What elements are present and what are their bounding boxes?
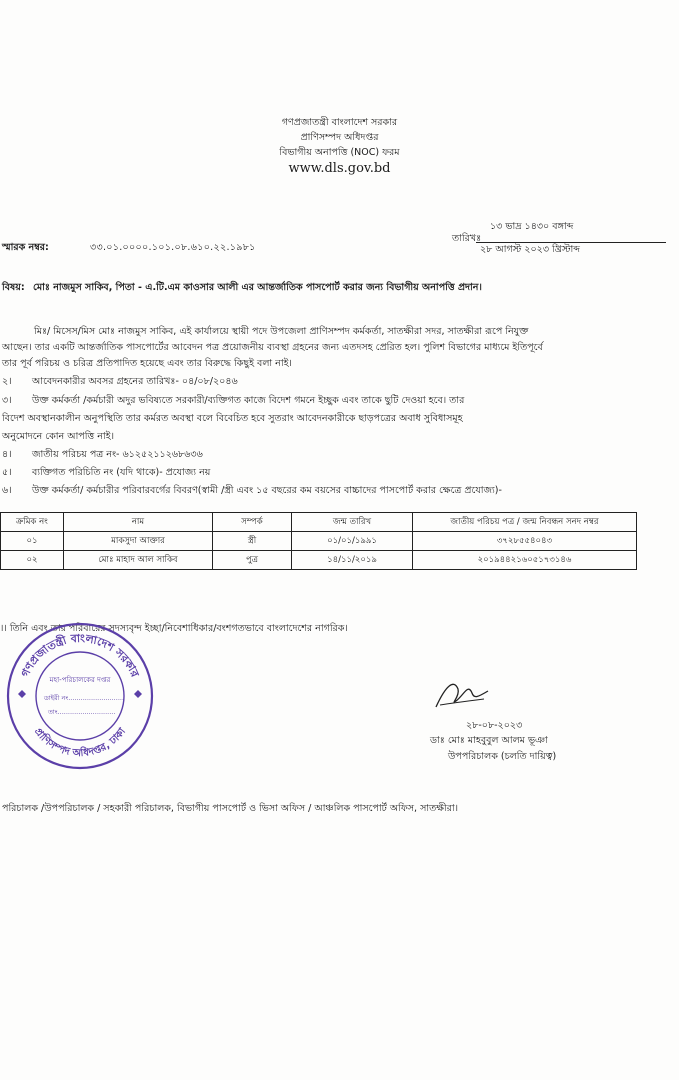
cell-id-number: ২০১৯৪৪২১৬০৫১৭৩১৪৬ [413,551,637,570]
signature-date: ২৮-০৮-২০২৩ [466,720,523,731]
seal-diary-line: ডাইরী নং........................... [44,694,125,702]
item4-nid: জাতীয় পরিচয় পত্র নং- ৬১২৫২১১২৬৮৬৩৬ [32,449,203,460]
header-form-title: বিভাগীয় অনাপত্তি (NOC) ফরম [279,147,400,158]
family-table-header-row [1,513,637,532]
seal-star-left-icon [18,690,26,698]
cell-serial: ০২ [1,551,64,570]
memo-number: ৩৩.০১.০০০০.১০১.০৮.৬১০.২২.১৯৮১ [90,242,256,253]
cell-id-number: ৩৭২৮৫৫৪০৪৩ [413,532,637,551]
item2-retirement: আবেদনকারীর অবসর গ্রহনের তারিখঃ- ০৪/০৮/২০৪৬ [32,376,238,387]
subject-label: বিষয়: [2,282,25,293]
seal-top-text: গণপ্রজাতন্ত্রী বাংলাদেশ সরকার [18,631,142,680]
item3-line3: অনুমোদনে কোন আপত্তি নাই। [2,431,115,442]
para1-line1: মিঃ/ মিসেস/মিস মোঃ নাজমুস সাকিব, এই কার্যালয়ে স্থায়ী পদে উপজেলা প্রাণিসম্পদ কর্মকর্তা, সাতক্ষীরা সদর, সাতক্ষীরা রূপে নিযুক্ত [34,326,529,337]
memo-label: স্মারক নম্বর: [2,242,49,253]
addressee: পরিচালক /উপপরিচালক / সহকারী পরিচালক, বিভাগীয় পাসপোর্ট ও ভিসা অফিস / আঞ্চলিক পাসপোর্ট অফিস, সাতক্ষীরা। [2,803,459,814]
item6-family-intro: উক্ত কর্মকর্তা/ কর্মচারীর পরিবারবর্গের বিবরণ(স্বামী /স্ত্রী এবং ১৫ বছরের কম বয়সের বাচ্চাদের পাসপোর্ট করার ক্ষেত্রে প্রযোজ্য)- [32,485,502,496]
col-id-number: জাতীয় পরিচয় পত্র / জন্ম নিবন্ধন সনদ নম্বর [413,513,637,532]
cell-serial: ০১ [1,532,64,551]
seal-inner-top: মহা-পরিচালকের দপ্তর [49,676,111,684]
para1-line3: তার পূর্ব পরিচয় ও চরিত্র প্রতিপাদিত হয়েছে এবং তার বিরুদ্ধে কিছুই বলা নাই। [2,358,292,369]
col-name: নাম [64,513,213,532]
official-seal [4,620,156,772]
col-serial: ক্রমিক নং [1,513,64,532]
cell-birth-date: ০১/০১/১৯৯১ [292,532,413,551]
cell-relation: স্ত্রী [213,532,292,551]
seal-star-right-icon [134,690,142,698]
citizenship-statement: ।। তিনি এবং তার পরিবারের সদস্যবৃন্দ ইচ্ছা/নিবেশাধিকার/বংশগতভাবে বাংলাদেশের নাগরিক। [0,623,348,634]
signatory-title: উপপরিচালক (চলতি দায়িত্ব) [448,751,557,762]
item5-personal-id: ব্যক্তিগত পরিচিতি নং (যদি থাকে)- প্রযোজ্য নয় [32,467,211,478]
item3-line2: বিদেশ অবস্থানকালীন অনুপস্থিতি তার কর্মরত অবস্থা বলে বিবেচিত হবে সুতরাং আবেদনকারীকে ছাড়পত্রের অবাধ সুবিধাসমূহ [2,413,463,424]
item6-number: ৬। [2,485,12,496]
cell-name: মোঃ মাহাদ আল সাকিব [64,551,213,570]
item3-number: ৩। [2,395,12,406]
cell-name: মাকসুদা আক্তার [64,532,213,551]
date-bangla: ১৩ ভাদ্র ১৪৩০ বঙ্গাব্দ [490,221,574,232]
seal-date-line: তাং............................ [48,708,116,716]
item4-number: ৪। [2,449,12,460]
signatory-name: ডাঃ মোঃ মাহবুবুল আলম ভূঞা [430,735,548,746]
header-department: প্রাণিসম্পদ অধিদপ্তর [300,132,379,143]
signature-scribble [432,675,492,715]
header-website: www.dls.gov.bd [288,161,391,176]
subject-text: মোঃ নাজমুস সাকিব, পিতা - এ.টি.এম কাওসার আলী এর আন্তর্জাতিক পাসপোর্ট করার জন্য বিভাগীয় অনাপত্তি প্রদান। [33,282,482,293]
table-row [1,532,637,551]
header-govt: গণপ্রজাতন্ত্রী বাংলাদেশ সরকার [281,117,398,128]
cell-relation: পুত্র [213,551,292,570]
item2-number: ২। [2,376,12,387]
item5-number: ৫। [2,467,12,478]
family-table [0,512,637,570]
seal-bottom-text: প্রাণিসম্পদ অধিদপ্তর, ঢাকা [31,726,129,760]
item3-line1: উক্ত কর্মকর্তা /কর্মচারী অদুর ভবিষ্যতে সরকারী/ব্যক্তিগত কাজে বিদেশ গমনে ইচ্ছুক এবং তাকে ছুটি দেওয়া হবে। তার [32,395,465,406]
para1-line2: আছেন। তার একটি আন্তর্জাতিক পাসপোর্টের আবেদন পত্র প্রয়োজনীয় ব্যবস্থা গ্রহনের জন্য এতদসহ প্রেরিত হল। পুলিশ বিভাগের মাধ্যমে ইতিপূর্বে [2,342,543,353]
date-english: ২৮ আগস্ট ২০২৩ খ্রিস্টাব্দ [480,244,580,255]
date-label: তারিখঃ [452,233,482,244]
col-birth-date: জন্ম তারিখ [292,513,413,532]
col-relation: সম্পর্ক [213,513,292,532]
table-row [1,551,637,570]
cell-birth-date: ১৪/১১/২০১৯ [292,551,413,570]
